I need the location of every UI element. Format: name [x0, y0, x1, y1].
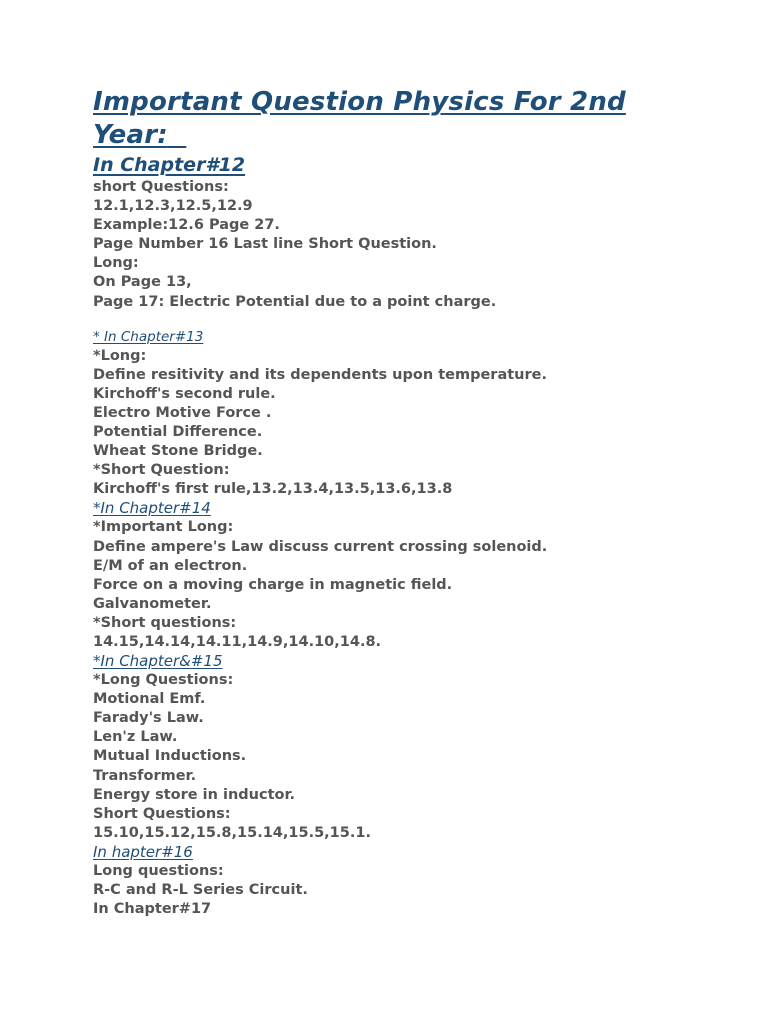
chapter-13-line: Define resitivity and its dependents upon temperature. — [93, 366, 547, 383]
chapter-15-heading: *In Chapter&#15 — [93, 652, 223, 671]
chapter-13-line: Kirchoff's second rule. — [93, 385, 276, 402]
chapter-13-section — [93, 328, 733, 500]
document-title — [93, 86, 733, 152]
chapter-15-line: Farady's Law. — [93, 710, 204, 727]
chapter-15-line: Transformer. — [93, 767, 197, 784]
chapter-16-section — [93, 843, 733, 919]
chapter-12-line: Page Number 16 Last line Short Question. — [93, 236, 437, 253]
chapter-15-line: Energy store in inductor. — [93, 786, 296, 803]
chapter-17-label: In Chapter#17 — [93, 901, 212, 918]
chapter-12-line: Long: — [93, 255, 139, 272]
chapter-15-line: 15.10,15.12,15.8,15.14,15.5,15.1. — [93, 824, 371, 841]
chapter-13-line: *Short Question: — [93, 462, 230, 479]
chapter-12-line: 12.1,12.3,12.5,12.9 — [93, 198, 253, 215]
chapter-14-line: *Important Long: — [93, 519, 234, 536]
chapter-12-line: Example:12.6 Page 27. — [93, 217, 280, 234]
chapter-15-line: Short Questions: — [93, 805, 231, 822]
chapter-14-line: Define ampere's Law discuss current crossing solenoid. — [93, 538, 548, 555]
chapter-12-line: On Page 13, — [93, 274, 192, 291]
chapter-12-section — [93, 152, 733, 312]
spacer — [93, 312, 733, 328]
chapter-13-line: Electro Motive Force . — [93, 404, 272, 421]
chapter-13-line: Wheat Stone Bridge. — [93, 443, 263, 460]
chapter-14-heading: *In Chapter#14 — [93, 499, 211, 518]
chapter-13-line: Kirchoff's first rule,13.2,13.4,13.5,13.6,13.8 — [93, 481, 453, 498]
chapter-15-section — [93, 652, 733, 843]
chapter-16-line: Long questions: — [93, 862, 224, 879]
title-line-2: Year: — [93, 120, 168, 150]
chapter-16-line: R-C and R-L Series Circuit. — [93, 882, 308, 898]
chapter-14-line: E/M of an electron. — [93, 557, 248, 574]
chapter-12-line: Page 17: Electric Potential due to a point charge. — [93, 293, 497, 310]
chapter-12-line: short Questions: — [93, 179, 229, 195]
chapter-15-line: Len'z Law. — [93, 729, 178, 746]
chapter-15-line: Motional Emf. — [93, 691, 206, 708]
chapter-14-line: 14.15,14.14,14.11,14.9,14.10,14.8. — [93, 633, 382, 650]
chapter-15-line: *Long Questions: — [93, 672, 234, 689]
chapter-14-line: Force on a moving charge in magnetic field. — [93, 576, 453, 593]
chapter-14-line: *Short questions: — [93, 614, 237, 631]
chapter-14-line: Galvanometer. — [93, 595, 212, 612]
chapter-13-line: *Long: — [93, 347, 147, 364]
chapter-16-heading: In hapter#16 — [93, 842, 193, 861]
chapter-13-heading: * In Chapter#13 — [93, 328, 204, 345]
chapter-13-line: Potential Difference. — [93, 424, 263, 441]
chapter-15-line: Mutual Inductions. — [93, 748, 247, 765]
chapter-12-heading: In Chapter#12 — [93, 154, 246, 176]
title-line-1: Important Question Physics For 2nd — [93, 87, 626, 117]
document-page — [93, 86, 733, 919]
chapter-14-section — [93, 499, 733, 652]
